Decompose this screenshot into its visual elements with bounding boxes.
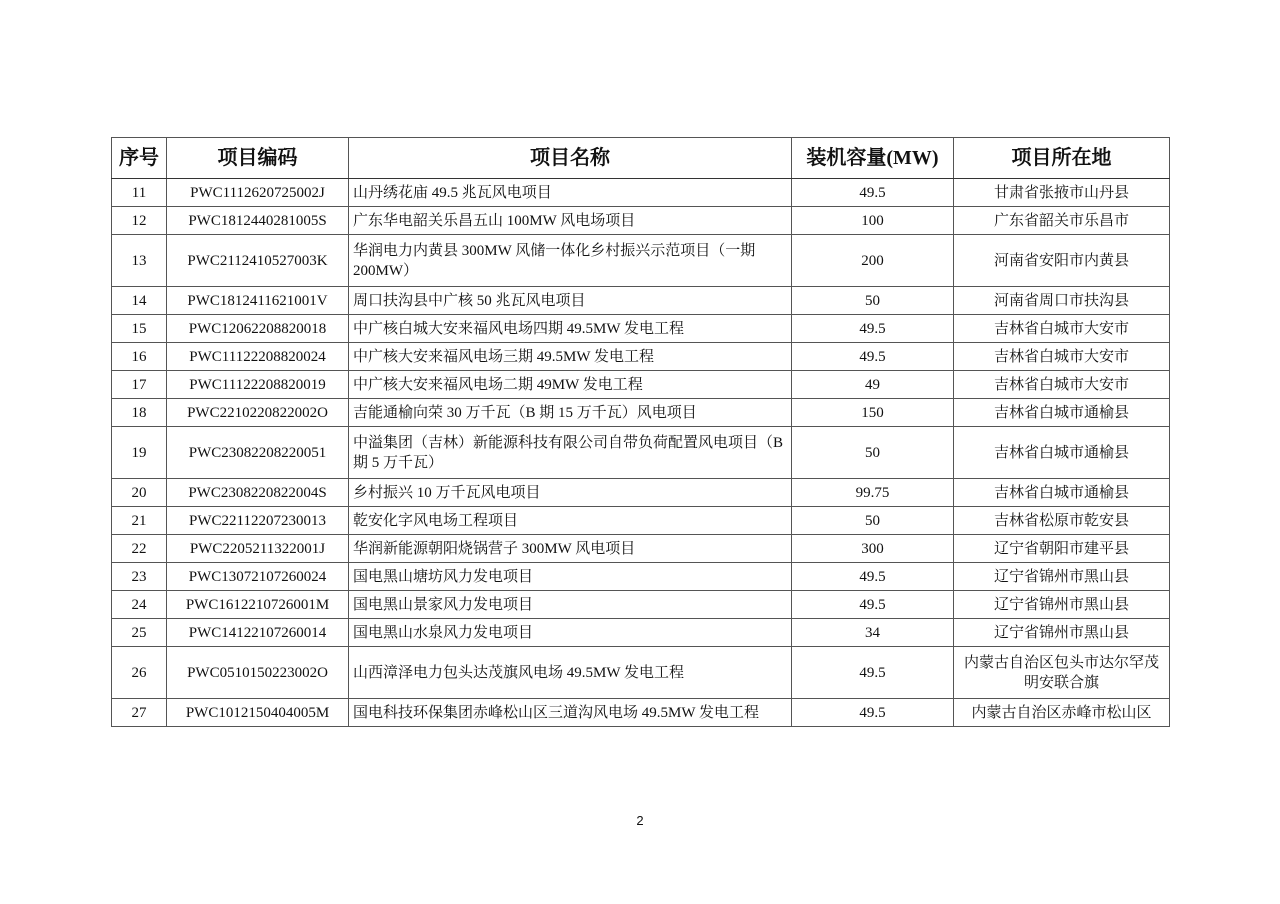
row-serial: 25 bbox=[112, 619, 167, 647]
row-capacity: 99.75 bbox=[792, 479, 954, 507]
row-name: 乡村振兴 10 万千瓦风电项目 bbox=[349, 479, 792, 507]
row-name: 山西漳泽电力包头达茂旗风电场 49.5MW 发电工程 bbox=[349, 647, 792, 699]
row-capacity: 49.5 bbox=[792, 179, 954, 207]
table-row bbox=[112, 315, 1170, 343]
row-capacity: 49.5 bbox=[792, 699, 954, 727]
row-location: 河南省安阳市内黄县 bbox=[954, 235, 1170, 287]
row-serial: 26 bbox=[112, 647, 167, 699]
row-location: 广东省韶关市乐昌市 bbox=[954, 207, 1170, 235]
row-location: 吉林省白城市通榆县 bbox=[954, 427, 1170, 479]
row-serial: 24 bbox=[112, 591, 167, 619]
table-row bbox=[112, 507, 1170, 535]
row-capacity: 50 bbox=[792, 427, 954, 479]
row-code: PWC1112620725002J bbox=[167, 179, 349, 207]
row-location: 辽宁省锦州市黑山县 bbox=[954, 619, 1170, 647]
row-name: 国电黑山景家风力发电项目 bbox=[349, 591, 792, 619]
row-capacity: 49.5 bbox=[792, 563, 954, 591]
row-name: 吉能通榆向荣 30 万千瓦（B 期 15 万千瓦）风电项目 bbox=[349, 399, 792, 427]
row-name: 中溢集团（吉林）新能源科技有限公司自带负荷配置风电项目（B 期 5 万千瓦） bbox=[349, 427, 792, 479]
row-name: 华润新能源朝阳烧锅营子 300MW 风电项目 bbox=[349, 535, 792, 563]
row-serial: 16 bbox=[112, 343, 167, 371]
row-capacity: 49 bbox=[792, 371, 954, 399]
project-table bbox=[111, 137, 1170, 727]
row-location: 内蒙古自治区包头市达尔罕茂明安联合旗 bbox=[954, 647, 1170, 699]
row-serial: 12 bbox=[112, 207, 167, 235]
row-location: 甘肃省张掖市山丹县 bbox=[954, 179, 1170, 207]
row-serial: 17 bbox=[112, 371, 167, 399]
row-name: 中广核大安来福风电场二期 49MW 发电工程 bbox=[349, 371, 792, 399]
row-code: PWC2205211322001J bbox=[167, 535, 349, 563]
row-location: 吉林省白城市大安市 bbox=[954, 371, 1170, 399]
row-code: PWC11122208820019 bbox=[167, 371, 349, 399]
row-code: PWC1812411621001V bbox=[167, 287, 349, 315]
row-capacity: 50 bbox=[792, 287, 954, 315]
row-location: 辽宁省锦州市黑山县 bbox=[954, 563, 1170, 591]
row-serial: 23 bbox=[112, 563, 167, 591]
row-serial: 21 bbox=[112, 507, 167, 535]
table-row bbox=[112, 535, 1170, 563]
row-capacity: 34 bbox=[792, 619, 954, 647]
row-serial: 15 bbox=[112, 315, 167, 343]
row-serial: 20 bbox=[112, 479, 167, 507]
row-code: PWC1012150404005M bbox=[167, 699, 349, 727]
table-row bbox=[112, 287, 1170, 315]
table-row bbox=[112, 619, 1170, 647]
row-location: 吉林省白城市大安市 bbox=[954, 315, 1170, 343]
table-row bbox=[112, 427, 1170, 479]
row-code: PWC22112207230013 bbox=[167, 507, 349, 535]
table-row bbox=[112, 343, 1170, 371]
row-code: PWC1612210726001M bbox=[167, 591, 349, 619]
table-row bbox=[112, 235, 1170, 287]
row-serial: 22 bbox=[112, 535, 167, 563]
row-capacity: 150 bbox=[792, 399, 954, 427]
row-capacity: 100 bbox=[792, 207, 954, 235]
row-location: 吉林省白城市大安市 bbox=[954, 343, 1170, 371]
row-name: 乾安化字风电场工程项目 bbox=[349, 507, 792, 535]
row-name: 中广核白城大安来福风电场四期 49.5MW 发电工程 bbox=[349, 315, 792, 343]
header-code: 项目编码 bbox=[167, 138, 349, 179]
header-serial: 序号 bbox=[112, 138, 167, 179]
table-header-row bbox=[112, 138, 1170, 179]
row-code: PWC13072107260024 bbox=[167, 563, 349, 591]
table-row bbox=[112, 399, 1170, 427]
row-serial: 18 bbox=[112, 399, 167, 427]
table-row bbox=[112, 699, 1170, 727]
row-code: PWC1812440281005S bbox=[167, 207, 349, 235]
row-serial: 19 bbox=[112, 427, 167, 479]
row-capacity: 49.5 bbox=[792, 343, 954, 371]
row-capacity: 49.5 bbox=[792, 647, 954, 699]
header-location: 项目所在地 bbox=[954, 138, 1170, 179]
row-serial: 14 bbox=[112, 287, 167, 315]
row-name: 国电黑山塘坊风力发电项目 bbox=[349, 563, 792, 591]
row-code: PWC0510150223002O bbox=[167, 647, 349, 699]
row-code: PWC23082208220051 bbox=[167, 427, 349, 479]
page-number: 2 bbox=[636, 813, 644, 828]
row-serial: 13 bbox=[112, 235, 167, 287]
row-name: 中广核大安来福风电场三期 49.5MW 发电工程 bbox=[349, 343, 792, 371]
row-serial: 11 bbox=[112, 179, 167, 207]
row-code: PWC1206220882001​8 bbox=[167, 315, 349, 343]
row-capacity: 50 bbox=[792, 507, 954, 535]
row-name: 华润电力内黄县 300MW 风储一体化乡村振兴示范项目（一期 200MW） bbox=[349, 235, 792, 287]
table-row bbox=[112, 179, 1170, 207]
row-name: 国电黑山水泉风力发电项目 bbox=[349, 619, 792, 647]
row-location: 吉林省白城市通榆县 bbox=[954, 479, 1170, 507]
row-code: PWC2210220822002O bbox=[167, 399, 349, 427]
row-location: 辽宁省锦州市黑山县 bbox=[954, 591, 1170, 619]
row-code: PWC2112410527003K bbox=[167, 235, 349, 287]
row-code: PWC14122107260014 bbox=[167, 619, 349, 647]
row-capacity: 49.5 bbox=[792, 315, 954, 343]
row-location: 吉林省松原市乾安县 bbox=[954, 507, 1170, 535]
row-code: PWC11122208820024 bbox=[167, 343, 349, 371]
header-capacity: 装机容量(MW) bbox=[792, 138, 954, 179]
row-name: 国电科技环保集团赤峰松山区三道沟风电场 49.5MW 发电工程 bbox=[349, 699, 792, 727]
row-name: 广东华电韶关乐昌五山 100MW 风电场项目 bbox=[349, 207, 792, 235]
table-row bbox=[112, 647, 1170, 699]
row-serial: 27 bbox=[112, 699, 167, 727]
row-location: 辽宁省朝阳市建平县 bbox=[954, 535, 1170, 563]
table-row bbox=[112, 563, 1170, 591]
row-location: 吉林省白城市通榆县 bbox=[954, 399, 1170, 427]
table-row bbox=[112, 371, 1170, 399]
row-name: 山丹绣花庙 49.5 兆瓦风电项目 bbox=[349, 179, 792, 207]
row-location: 河南省周口市扶沟县 bbox=[954, 287, 1170, 315]
table-row bbox=[112, 479, 1170, 507]
row-capacity: 300 bbox=[792, 535, 954, 563]
row-capacity: 200 bbox=[792, 235, 954, 287]
table-row bbox=[112, 591, 1170, 619]
table-row bbox=[112, 207, 1170, 235]
row-location: 内蒙古自治区赤峰市松山区 bbox=[954, 699, 1170, 727]
header-name: 项目名称 bbox=[349, 138, 792, 179]
row-code: PWC2308220822004S bbox=[167, 479, 349, 507]
row-capacity: 49.5 bbox=[792, 591, 954, 619]
row-name: 周口扶沟县中广核 50 兆瓦风电项目 bbox=[349, 287, 792, 315]
